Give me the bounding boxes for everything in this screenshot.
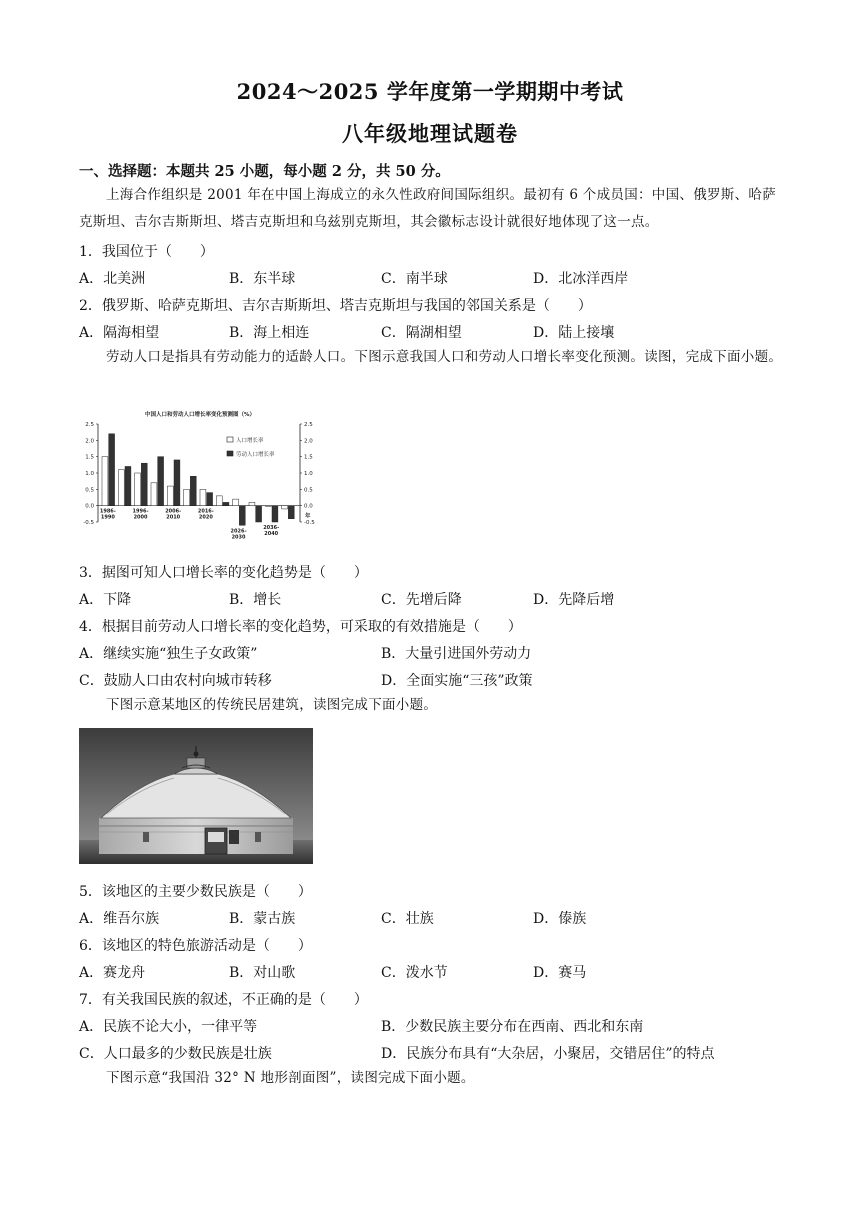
y-tick-label-left: 1.5	[85, 454, 94, 461]
q4-option-a[interactable]: A．继续实施“独生子女政策”	[79, 646, 258, 662]
question-7: 7．有关我国民族的叙述，不正确的是（ ）	[79, 992, 368, 1008]
y-tick-label-left: 0.0	[85, 503, 94, 510]
q5-option-b[interactable]: B．蒙古族	[229, 911, 296, 927]
q7-option-c[interactable]: C．人口最多的少数民族是壮族	[79, 1046, 272, 1062]
y-tick-label-right: 2.0	[304, 438, 313, 445]
bar-labor-growth	[109, 434, 115, 506]
q4-option-d[interactable]: D．全面实施“三孩”政策	[381, 673, 533, 689]
q2-option-d[interactable]: D．陆上接壤	[533, 325, 615, 341]
bar-population-growth	[135, 473, 141, 506]
q1-option-a[interactable]: A．北美洲	[79, 271, 146, 287]
x-tick-label: 2030	[231, 534, 246, 541]
q4-option-b[interactable]: B．大量引进国外劳动力	[381, 646, 532, 662]
q3-option-c[interactable]: C．先增后降	[381, 592, 462, 608]
legend-swatch-labor	[227, 451, 233, 456]
intro-paragraph-2: 劳动人口是指具有劳动能力的适龄人口。下图示意我国人口和劳动人口增长率变化预测。读图，完成下面小题。	[106, 349, 783, 365]
yurt-illustration	[79, 728, 313, 864]
bar-labor-growth	[272, 506, 278, 522]
y-tick-label-left: 2.0	[85, 438, 94, 445]
q6-option-a[interactable]: A．赛龙舟	[79, 965, 146, 981]
x-tick-label: 1986-	[99, 508, 116, 515]
q4-option-c[interactable]: C．鼓励人口由农村向城市转移	[79, 673, 272, 689]
q5-option-d[interactable]: D．傣族	[533, 911, 587, 927]
q6-option-d[interactable]: D．赛马	[533, 965, 587, 981]
bar-population-growth	[118, 470, 124, 506]
yurt-photo-icon	[79, 728, 313, 864]
bar-labor-growth	[190, 476, 196, 505]
q7-option-a[interactable]: A．民族不论大小，一律平等	[79, 1019, 258, 1035]
chart-title: 中国人口和劳动人口增长率变化预测图（%）	[144, 412, 256, 418]
y-tick-label-right: 1.5	[304, 454, 313, 461]
bar-population-growth	[249, 502, 255, 505]
x-tick-label: 2026-	[230, 528, 247, 535]
x-tick-label: 2036-	[263, 525, 280, 531]
q7-option-b[interactable]: B．少数民族主要分布在西南、西北和东南	[381, 1019, 644, 1035]
chart-svg	[78, 406, 322, 548]
bar-labor-growth	[141, 463, 147, 505]
bar-population-growth	[102, 457, 108, 506]
legend-swatch-population	[227, 437, 233, 442]
population-growth-chart	[78, 406, 322, 548]
x-tick-label: 2016-	[197, 508, 214, 515]
q6-option-c[interactable]: C．泼水节	[381, 965, 448, 981]
bar-population-growth	[216, 496, 222, 506]
question-1: 1．我国位于（ ）	[79, 244, 214, 260]
legend-label-labor: 劳动人口增长率	[236, 452, 275, 458]
y-tick-label-right: 1.0	[304, 471, 313, 477]
bar-population-growth	[282, 506, 288, 509]
intro-paragraph-4: 下图示意“我国沿 32° N 地形剖面图”，读图完成下面小题。	[106, 1070, 475, 1086]
y-tick-label-right: 0.0	[304, 503, 313, 510]
y-tick-label-right: 0.5	[304, 487, 313, 494]
q2-option-c[interactable]: C．隔湖相望	[381, 325, 462, 341]
x-tick-label: 2040	[264, 531, 279, 537]
intro-paragraph-1: 上海合作组织是 2001 年在中国上海成立的永久性政府间国际组织。最初有 6 个成员国：中国、俄罗斯、哈萨克斯坦、吉尔吉斯斯坦、塔吉克斯坦和乌兹别克斯坦，其会徽标志设计就很好地体现了这一点。	[79, 187, 777, 230]
y-tick-label-right: -0.5	[304, 520, 315, 526]
bar-labor-growth	[158, 457, 164, 506]
bar-labor-growth	[223, 502, 229, 505]
q2-option-a[interactable]: A．隔海相望	[79, 325, 160, 341]
intro-paragraph-3: 下图示意某地区的传统民居建筑，读图完成下面小题。	[106, 697, 438, 713]
section-heading: 一、选择题：本题共 25 小题，每小题 2 分，共 50 分。	[79, 163, 450, 180]
y-tick-label-left: 2.5	[85, 422, 94, 428]
q6-option-b[interactable]: B．对山歌	[229, 965, 296, 981]
bar-labor-growth	[207, 493, 213, 506]
bar-population-growth	[265, 506, 271, 507]
x-tick-label: 2020	[198, 514, 213, 521]
q1-option-b[interactable]: B．东半球	[229, 271, 296, 287]
exam-subtitle: 八年级地理试题卷	[342, 121, 518, 146]
x-tick-label: 2006-	[165, 508, 182, 515]
y-tick-label-left: 1.0	[85, 471, 94, 477]
q2-option-b[interactable]: B．海上相连	[229, 325, 310, 341]
bar-population-growth	[167, 486, 173, 506]
x-tick-label: 2000	[133, 514, 148, 521]
bar-labor-growth	[174, 460, 180, 506]
y-tick-label-left: -0.5	[83, 520, 94, 526]
bar-population-growth	[233, 499, 239, 506]
q3-option-a[interactable]: A．下降	[79, 592, 132, 608]
y-tick-label-right: 2.5	[304, 422, 313, 428]
x-axis-label: 年	[305, 513, 311, 520]
bar-population-growth	[184, 489, 190, 505]
q3-option-d[interactable]: D．先降后增	[533, 592, 615, 608]
exam-title: 2024～2025 学年度第一学期期中考试	[236, 79, 624, 104]
question-3: 3．据图可知人口增长率的变化趋势是（ ）	[79, 565, 368, 581]
x-tick-label: 1996-	[132, 508, 149, 515]
q5-option-a[interactable]: A．维吾尔族	[79, 911, 160, 927]
bar-labor-growth	[125, 466, 131, 505]
question-6: 6．该地区的特色旅游活动是（ ）	[79, 938, 312, 954]
question-5: 5．该地区的主要少数民族是（ ）	[79, 884, 312, 900]
q1-option-d[interactable]: D．北冰洋西岸	[533, 271, 629, 287]
q1-option-c[interactable]: C．南半球	[381, 271, 448, 287]
x-tick-label: 2010	[166, 514, 181, 521]
question-2: 2．俄罗斯、哈萨克斯坦、吉尔吉斯斯坦、塔吉克斯坦与我国的邻国关系是（ ）	[79, 298, 592, 314]
q3-option-b[interactable]: B．增长	[229, 592, 282, 608]
bar-population-growth	[151, 483, 157, 506]
bar-population-growth	[200, 489, 206, 505]
bar-labor-growth	[239, 506, 245, 526]
y-tick-label-left: 0.5	[85, 487, 94, 494]
bar-labor-growth	[256, 506, 262, 522]
legend-label-population: 人口增长率	[236, 438, 264, 444]
question-4: 4．根据目前劳动人口增长率的变化趋势，可采取的有效措施是（ ）	[79, 619, 522, 635]
x-tick-label: 1990	[100, 514, 115, 521]
q7-option-d[interactable]: D．民族分布具有“大杂居，小聚居，交错居住”的特点	[381, 1046, 715, 1062]
q5-option-c[interactable]: C．壮族	[381, 911, 434, 927]
bar-labor-growth	[288, 506, 294, 519]
